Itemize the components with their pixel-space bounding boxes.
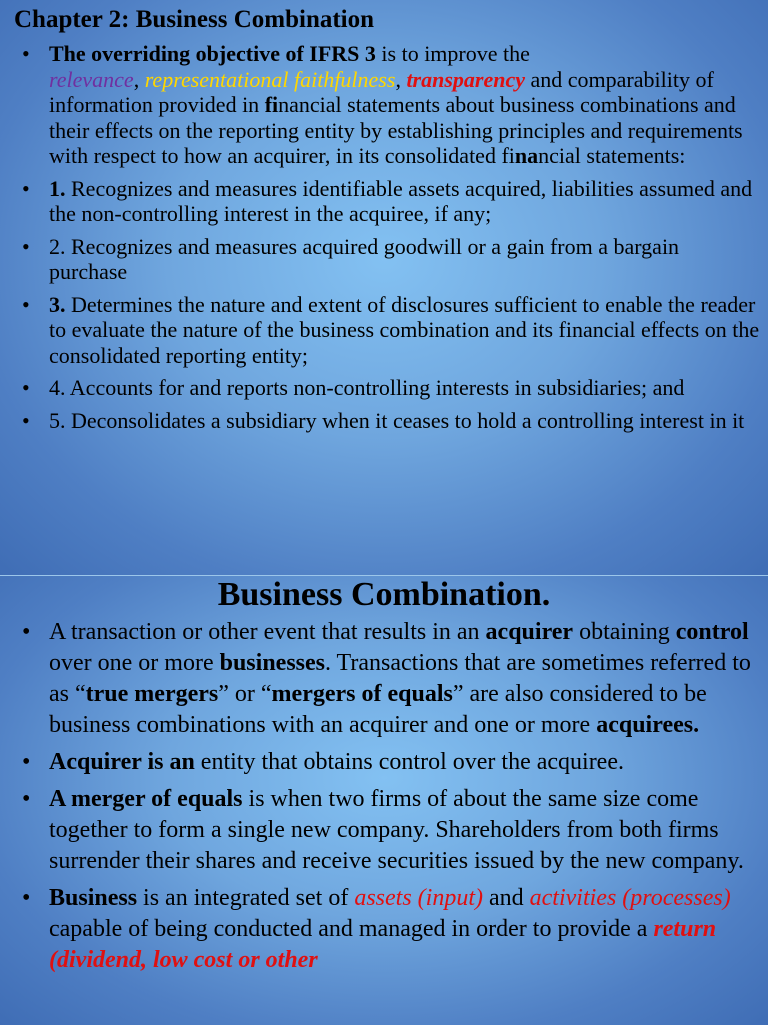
item-text: Recognizes and measures acquired goodwill or a gain from a bargain purchase bbox=[49, 233, 680, 284]
text-run: and bbox=[482, 885, 530, 911]
bullet-icon: • bbox=[22, 175, 30, 201]
item-number: 3. bbox=[49, 291, 66, 317]
representational-faithfulness-term: representational faithfulness bbox=[144, 66, 396, 92]
list-item-5 bbox=[0, 408, 768, 434]
list-item-merger-of-equals bbox=[0, 784, 768, 877]
list-item-business bbox=[0, 883, 768, 976]
true-mergers-term: true mergers bbox=[85, 681, 219, 707]
bullet-icon: • bbox=[22, 375, 30, 400]
list-item-2 bbox=[0, 234, 768, 285]
ifrs3-lead: The overriding objective of IFRS 3 bbox=[49, 41, 376, 66]
list-item-4 bbox=[0, 375, 768, 401]
text-run: , bbox=[133, 66, 145, 92]
item-text: Determines the nature and extent of disclosures sufficient to enable the reader to evaluate the nature of the business combination and its financial effects on the consolidated reporting entity; bbox=[49, 291, 760, 368]
list-item-acquirer bbox=[0, 747, 768, 778]
mergers-of-equals-term: mergers of equals bbox=[271, 681, 453, 707]
bullet-icon: • bbox=[22, 233, 30, 259]
text-run: is when two firms of about the same size come together to form a single new company. Shareholders from both firms surrender their shares and receive securities issued by the new company. bbox=[49, 786, 744, 874]
acquirees-term: acquirees. bbox=[596, 712, 700, 738]
definition-list bbox=[0, 617, 768, 982]
text-run: obtaining bbox=[573, 619, 676, 645]
acquirer-heading: Acquirer is an bbox=[49, 749, 195, 775]
text-run: , bbox=[395, 66, 407, 92]
control-term: control bbox=[675, 619, 749, 645]
list-item-1 bbox=[0, 176, 768, 227]
text-run: ” are also considered to be business combinations with an acquirer and one or more bbox=[49, 681, 707, 738]
text-run: capable of being conducted and managed in order to provide a bbox=[49, 916, 654, 942]
return-term: return (dividend, low cost or other bbox=[49, 916, 717, 973]
text-run: . Transactions that are sometimes referred to as “ bbox=[49, 650, 751, 707]
bullet-icon: • bbox=[22, 41, 30, 66]
text-run: is to improve the bbox=[375, 41, 530, 66]
text-run: ” or “ bbox=[218, 681, 272, 707]
item-text: Accounts for and reports non-controlling interests in subsidiaries; and bbox=[65, 375, 685, 400]
merger-heading: A merger of equals bbox=[49, 786, 243, 812]
objective-list bbox=[0, 41, 768, 440]
item-number: 1. bbox=[49, 175, 66, 201]
bullet-icon: • bbox=[22, 407, 30, 433]
slide-business-combination bbox=[0, 575, 768, 1025]
bullet-icon: • bbox=[22, 786, 31, 812]
bullet-icon: • bbox=[22, 291, 30, 317]
business-heading: Business bbox=[49, 885, 138, 911]
relevance-term: relevance bbox=[49, 66, 134, 92]
list-item-3 bbox=[0, 292, 768, 369]
text-run: and bbox=[525, 66, 563, 92]
text-run: entity that obtains control over the acquiree. bbox=[194, 749, 624, 775]
activities-term: activities (processes) bbox=[529, 885, 731, 911]
bullet-icon: • bbox=[22, 885, 31, 911]
businesses-term: businesses bbox=[219, 650, 325, 676]
list-item-definition bbox=[0, 617, 768, 741]
item-number: 5. bbox=[49, 407, 66, 433]
text-run: A transaction or other event that results in an bbox=[49, 619, 486, 645]
bullet-icon: • bbox=[22, 619, 31, 645]
text-run: is an integrated set of bbox=[137, 885, 355, 911]
item-number: 4. bbox=[49, 375, 66, 400]
item-text: Recognizes and measures identifiable assets acquired, liabilities assumed and the non-controlling interest in the acquiree, if any; bbox=[49, 175, 753, 226]
text-run: na bbox=[514, 143, 539, 168]
text-run: over one or more bbox=[49, 650, 220, 676]
transparency-term: transparency bbox=[406, 66, 525, 92]
bullet-icon: • bbox=[22, 749, 31, 775]
list-item-intro bbox=[0, 41, 768, 169]
slide-title: Business Combination. bbox=[217, 576, 551, 613]
acquirer-term: acquirer bbox=[485, 619, 574, 645]
item-number: 2. bbox=[49, 233, 66, 259]
slide-title: Chapter 2: Business Combination bbox=[14, 6, 375, 33]
text-run: fi bbox=[264, 92, 279, 117]
text-run: ncial statements: bbox=[538, 143, 686, 168]
item-text: Deconsolidates a subsidiary when it ceases to hold a controlling interest in it bbox=[65, 407, 745, 433]
text-run: comparability of information provided in bbox=[49, 66, 714, 117]
text-run: nancial statements about business combinations and their effects on the reporting entity by establishing principles and requirements with respect to how an acquirer, in its consolidated fi bbox=[49, 92, 743, 168]
assets-term: assets (input) bbox=[354, 885, 483, 911]
